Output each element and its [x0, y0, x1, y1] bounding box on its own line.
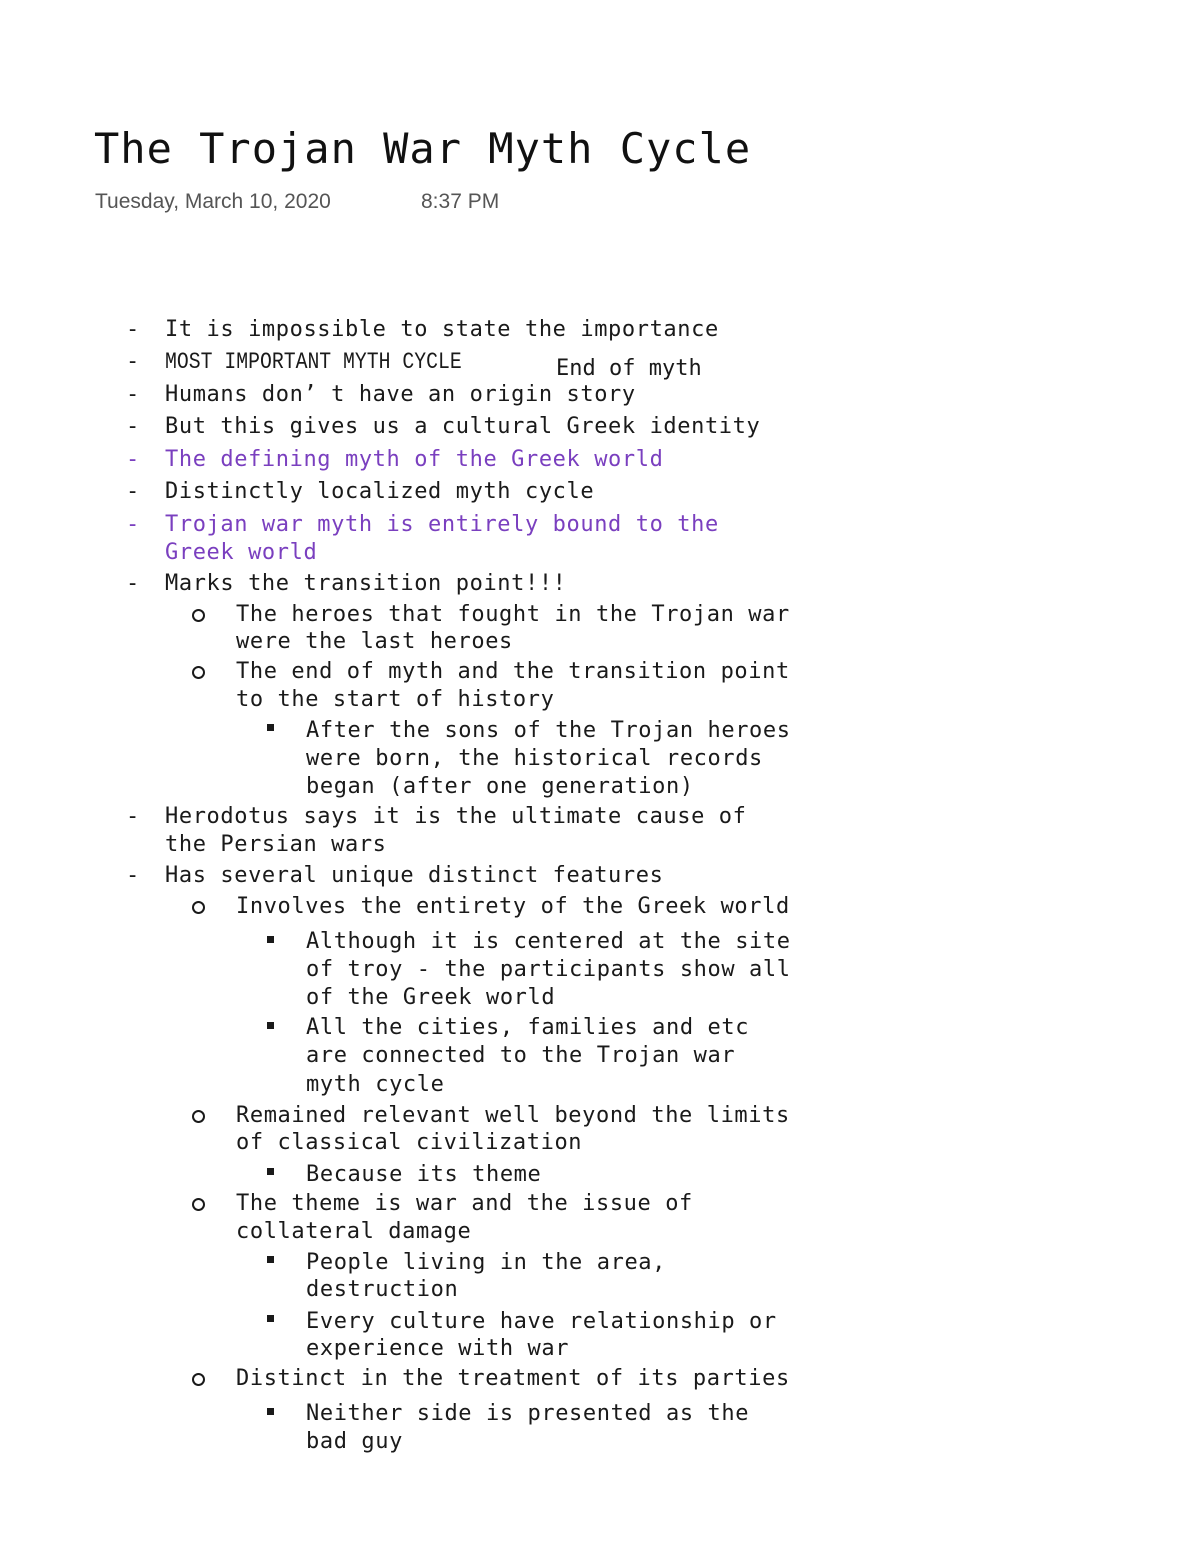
outline-subitem-cont: to the start of history [236, 687, 555, 712]
dash-bullet: - [126, 414, 140, 439]
outline-subsubitem: After the sons of the Trojan heroes [306, 718, 791, 743]
square-bullet [267, 1315, 274, 1322]
outline-subsubitem: All the cities, families and etc [306, 1015, 750, 1040]
outline-item: It is impossible to state the importance [165, 317, 719, 342]
outline-subsubitem-cont: of troy - the participants show all [306, 957, 791, 982]
outline-subitem: Remained relevant well beyond the limits [236, 1103, 790, 1128]
square-bullet [267, 936, 274, 943]
circle-bullet [192, 1198, 205, 1211]
outline-item-highlighted: The defining myth of the Greek world [165, 447, 664, 472]
note-date: Tuesday, March 10, 2020 [95, 190, 331, 213]
outline-subitem: The theme is war and the issue of [236, 1191, 693, 1216]
outline-subsubitem: Because its theme [306, 1162, 542, 1187]
side-note: End of myth [556, 356, 702, 381]
outline-subsubitem: Every culture have relationship or [306, 1309, 777, 1334]
outline-subitem: The heroes that fought in the Trojan war [236, 602, 790, 627]
outline-subitem-cont: of classical civilization [236, 1130, 583, 1155]
square-bullet [267, 1408, 274, 1415]
outline-subsubitem-cont: myth cycle [306, 1072, 445, 1097]
dash-bullet: - [126, 349, 140, 374]
outline-subitem-cont: were the last heroes [236, 629, 513, 654]
outline-subsubitem-cont: of the Greek world [306, 985, 556, 1010]
outline-item-highlighted-cont: Greek world [165, 540, 318, 565]
dash-bullet: - [126, 863, 140, 888]
circle-bullet [192, 1373, 205, 1386]
outline-item: Has several unique distinct features [165, 863, 664, 888]
outline-item: MOST IMPORTANT MYTH CYCLE [165, 349, 462, 375]
square-bullet [267, 1168, 274, 1175]
circle-bullet [192, 1110, 205, 1123]
outline-subsubitem: Neither side is presented as the [306, 1401, 750, 1426]
outline-item: Herodotus says it is the ultimate cause of [165, 804, 747, 829]
outline-subitem: Distinct in the treatment of its parties [236, 1366, 790, 1391]
note-time: 8:37 PM [421, 190, 500, 213]
outline-subsubitem-cont: are connected to the Trojan war [306, 1043, 736, 1068]
outline-item: Distinctly localized myth cycle [165, 479, 595, 504]
circle-bullet [192, 901, 205, 914]
outline-item-cont: the Persian wars [165, 832, 387, 857]
outline-subsubitem-cont: began (after one generation) [306, 774, 694, 799]
outline-subsubitem-cont: experience with war [306, 1336, 570, 1361]
outline-item-highlighted: Trojan war myth is entirely bound to the [165, 512, 719, 537]
dash-bullet: - [126, 447, 140, 472]
outline-item: Marks the transition point!!! [165, 571, 567, 596]
outline-subitem: The end of myth and the transition point [236, 659, 790, 684]
outline-item: Humans don’ t have an origin story [165, 382, 636, 407]
outline-subsubitem-cont: were born, the historical records [306, 746, 763, 771]
outline-subitem: Involves the entirety of the Greek world [236, 894, 790, 919]
dash-bullet: - [126, 317, 140, 342]
dash-bullet: - [126, 804, 140, 829]
outline-subitem-cont: collateral damage [236, 1219, 472, 1244]
page-title: The Trojan War Myth Cycle [94, 124, 752, 173]
dash-bullet: - [126, 382, 140, 407]
square-bullet [267, 1256, 274, 1263]
outline-item: But this gives us a cultural Greek identity [165, 414, 761, 439]
square-bullet [267, 1022, 274, 1029]
circle-bullet [192, 609, 205, 622]
outline-subsubitem: Although it is centered at the site [306, 929, 791, 954]
outline-subsubitem: People living in the area, [306, 1250, 666, 1275]
dash-bullet: - [126, 512, 140, 537]
dash-bullet: - [126, 571, 140, 596]
outline-subsubitem-cont: bad guy [306, 1429, 403, 1454]
circle-bullet [192, 666, 205, 679]
outline-subsubitem-cont: destruction [306, 1277, 459, 1302]
dash-bullet: - [126, 479, 140, 504]
square-bullet [267, 724, 274, 731]
